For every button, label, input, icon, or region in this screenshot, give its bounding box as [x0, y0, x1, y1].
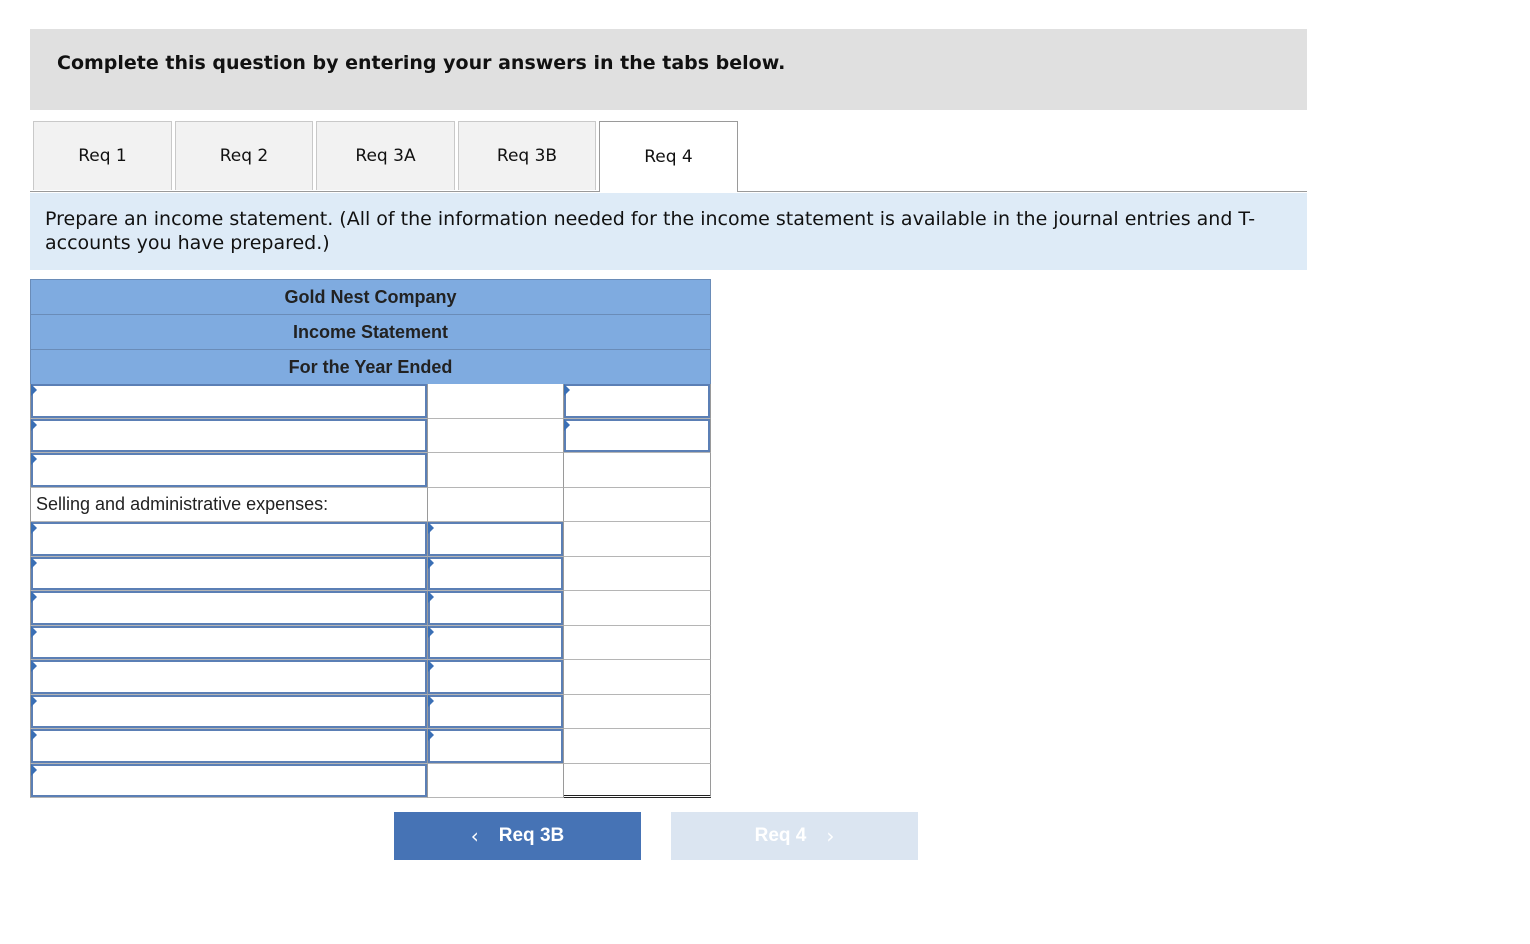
amount-cell: [428, 419, 564, 454]
statement-title: Income Statement: [30, 314, 711, 349]
amount-input[interactable]: [428, 660, 563, 694]
prev-req-button[interactable]: [394, 812, 641, 860]
account-select[interactable]: [31, 384, 427, 418]
amount-cell: [428, 522, 564, 557]
table-row: [30, 591, 711, 626]
amount-cell: [428, 591, 564, 626]
total-cell: [564, 591, 711, 626]
table-row: [30, 729, 711, 764]
account-select[interactable]: [31, 453, 427, 487]
total-input[interactable]: [564, 419, 710, 453]
net-total-cell: [564, 764, 711, 799]
amount-cell: [428, 453, 564, 488]
account-select[interactable]: [31, 591, 427, 625]
chevron-right-icon: ›: [826, 824, 835, 848]
table-row: [30, 488, 711, 523]
amount-cell: [428, 764, 564, 799]
tab-req-1[interactable]: Req 1: [33, 121, 172, 190]
account-cell: [30, 453, 428, 488]
account-select[interactable]: [31, 764, 427, 798]
table-row: [30, 695, 711, 730]
tab-req-4[interactable]: Req 4: [599, 121, 738, 192]
account-cell: [30, 419, 428, 454]
account-cell: [30, 384, 428, 419]
table-row: [30, 626, 711, 661]
account-select[interactable]: [31, 729, 427, 763]
total-cell: [564, 488, 711, 523]
total-cell: [564, 557, 711, 592]
amount-input[interactable]: [428, 729, 563, 763]
tab-req-3b[interactable]: Req 3B: [458, 121, 596, 190]
chevron-left-icon: ‹: [470, 824, 479, 848]
instruction-text: Prepare an income statement. (All of the information needed for the income statement is available in the journal entries and T-accounts you have prepared.): [30, 193, 1307, 270]
account-select[interactable]: [31, 626, 427, 660]
prev-req-label: Req 3B: [498, 825, 565, 846]
total-cell: [564, 626, 711, 661]
amount-cell: [428, 488, 564, 523]
total-input[interactable]: [564, 384, 710, 418]
account-select[interactable]: [31, 557, 427, 591]
total-cell: [564, 660, 711, 695]
amount-input[interactable]: [428, 522, 563, 556]
account-cell: [30, 695, 428, 730]
amount-cell: [428, 557, 564, 592]
banner-text: Complete this question by entering your answers in the tabs below.: [57, 52, 786, 74]
amount-input[interactable]: [428, 626, 563, 660]
account-cell: [30, 764, 428, 799]
account-select[interactable]: [31, 522, 427, 556]
account-cell: [30, 557, 428, 592]
account-select[interactable]: [31, 660, 427, 694]
label-cell: [30, 488, 428, 523]
table-row: [30, 384, 711, 419]
total-cell: [564, 729, 711, 764]
instructions-banner: [30, 29, 1307, 110]
tab-req-3a[interactable]: Req 3A: [316, 121, 455, 190]
statement-period: For the Year Ended: [30, 349, 711, 384]
amount-cell: [428, 729, 564, 764]
company-name: Gold Nest Company: [30, 279, 711, 314]
table-row: [30, 660, 711, 695]
total-cell: [564, 453, 711, 488]
amount-cell: [428, 384, 564, 419]
tab-req-2[interactable]: Req 2: [175, 121, 313, 190]
amount-cell: [428, 660, 564, 695]
account-cell: [30, 522, 428, 557]
tab-bar: [30, 121, 1307, 192]
amount-input[interactable]: [428, 591, 563, 625]
table-row: [30, 557, 711, 592]
table-row: [30, 522, 711, 557]
amount-input[interactable]: [428, 695, 563, 729]
table-row: [30, 453, 711, 488]
table-row: [30, 419, 711, 454]
next-req-label: Req 4: [754, 825, 807, 846]
account-select[interactable]: [31, 695, 427, 729]
total-cell: [564, 695, 711, 730]
total-cell: [564, 384, 711, 419]
total-cell: [564, 522, 711, 557]
income-statement-table: [30, 279, 711, 798]
account-cell: [30, 729, 428, 764]
account-cell: [30, 591, 428, 626]
amount-cell: [428, 626, 564, 661]
account-select[interactable]: [31, 419, 427, 453]
account-cell: [30, 626, 428, 661]
total-cell: [564, 419, 711, 454]
table-row: [30, 764, 711, 799]
amount-cell: [428, 695, 564, 730]
amount-input[interactable]: [428, 557, 563, 591]
account-cell: [30, 660, 428, 695]
selling-admin-label: Selling and administrative expenses:: [36, 493, 329, 514]
next-req-button[interactable]: [671, 812, 918, 860]
